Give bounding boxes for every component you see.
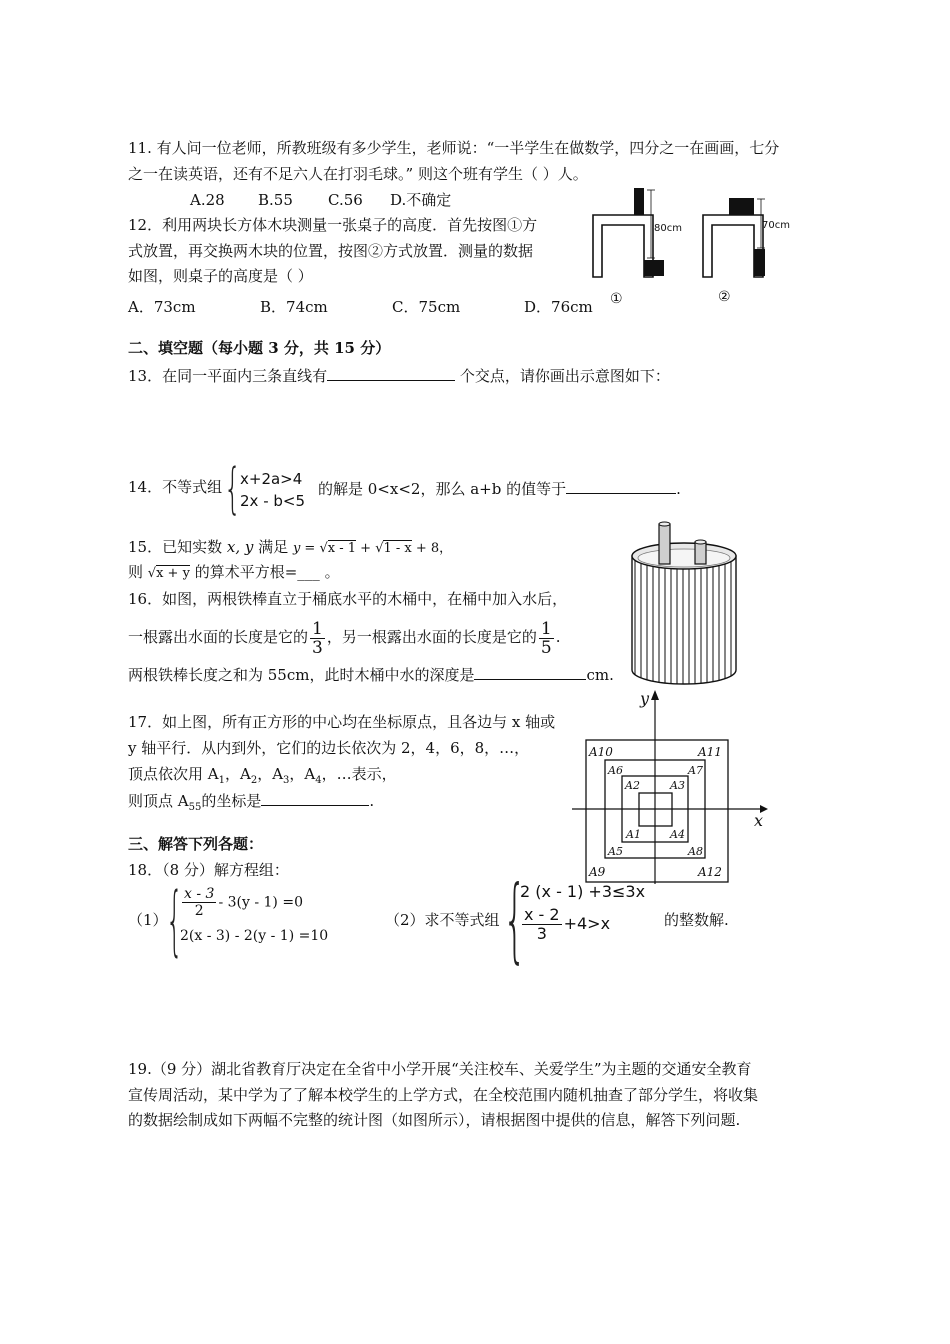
vertex-a6: A6 bbox=[608, 764, 623, 777]
q11-line1: 11. 有人问一位老师，所教班级有多少学生，老师说：“一半学生在做数学，四分之一在画画，七分 bbox=[128, 139, 780, 157]
block-top-2 bbox=[729, 198, 754, 215]
q12-option-b: B．74cm bbox=[260, 298, 328, 316]
y-axis-label: y bbox=[640, 689, 650, 708]
figure-2 bbox=[703, 198, 790, 305]
q15-mid: 满足 bbox=[258, 538, 289, 556]
q16-line2 bbox=[128, 618, 560, 657]
q11-option-d: D.不确定 bbox=[390, 191, 452, 209]
figure-1 bbox=[593, 188, 682, 307]
vertex-a4: A4 bbox=[670, 828, 685, 841]
q13-post: 个交点，请你画出示意图如下： bbox=[459, 367, 670, 385]
q19-line1: 19.（9 分）湖北省教育厅决定在全省中小学开展“关注校车、关爱学生”为主题的交通安全教育 bbox=[128, 1060, 752, 1078]
block-bottom-2 bbox=[754, 249, 765, 276]
vertex-a11: A11 bbox=[698, 745, 722, 759]
fig2-label: 70cm bbox=[762, 220, 790, 231]
q14-blank bbox=[566, 477, 676, 494]
q13-line bbox=[128, 364, 670, 386]
q16-blank bbox=[474, 663, 586, 680]
q15-sqrt1: √x - 1 bbox=[319, 541, 357, 556]
vertex-a5: A5 bbox=[608, 845, 623, 858]
q17-line1: 17．如上图，所有正方形的中心均在坐标原点，且各边与 x 轴或 bbox=[128, 713, 556, 731]
q17-line3-pre: 顶点依次用 A bbox=[128, 765, 219, 783]
q14-mid: 的解是 0<x<2，那么 a+b 的值等于 bbox=[318, 480, 567, 498]
q14-brace: { bbox=[224, 457, 242, 520]
q15-vars: x, y bbox=[226, 538, 254, 556]
q18-part2-brace: { bbox=[503, 866, 527, 973]
q15-end: 。 bbox=[324, 563, 340, 581]
water-surface bbox=[638, 549, 730, 567]
fig2-number: ② bbox=[718, 289, 731, 305]
q18-part2-eq2: $\frac{x - 2}{3}$ +4>x bbox=[524, 905, 611, 943]
q19-line3: 的数据绘制成如下两幅不完整的统计图（如图所示），请根据图中提供的信息，解答下列问题. bbox=[128, 1111, 741, 1129]
block-bottom-1 bbox=[644, 260, 664, 276]
q16-line2-end: . bbox=[555, 628, 561, 646]
q13-blank bbox=[327, 364, 455, 381]
q15-eq-tail: + 8， bbox=[415, 541, 453, 556]
barrel-figure bbox=[622, 520, 746, 690]
squares-coordinate-figure bbox=[570, 688, 770, 886]
y-axis-arrow bbox=[651, 690, 659, 700]
q16-line1: 16．如图，两根铁棒直立于桶底水平的木桶中，在桶中加入水后， bbox=[128, 590, 568, 608]
q18-part1-system bbox=[180, 886, 328, 945]
q17-line2: y 轴平行．从内到外，它们的边长依次为 2，4，6，8，…， bbox=[128, 739, 530, 757]
q15-line2-post: 的算术平方根= bbox=[194, 563, 298, 581]
section3-title: 三、解答下列各题： bbox=[128, 835, 264, 853]
q12-line1: 12．利用两块长方体木块测量一张桌子的高度．首先按图①方 bbox=[128, 216, 538, 234]
vertex-a3: A3 bbox=[670, 779, 685, 792]
q12-options bbox=[128, 297, 593, 317]
q12-option-c: C．75cm bbox=[392, 298, 461, 316]
q17-line3: 顶点依次用 $A_1$，$A_2$，$A_3$，$A_4$，…表示， bbox=[128, 765, 397, 786]
rod-1 bbox=[659, 524, 670, 564]
q11-option-c: C.56 bbox=[328, 191, 363, 209]
square-4 bbox=[586, 740, 728, 882]
q15-line2-pre: 则 bbox=[128, 563, 144, 581]
rod-2 bbox=[695, 542, 706, 564]
q18-part2-eq1: 2 (x - 1) +3≤3x bbox=[520, 882, 646, 901]
vertex-a8: A8 bbox=[688, 845, 703, 858]
q14-post: . bbox=[676, 480, 681, 498]
q18-part1-eq2: 2(x - 3) - 2(y - 1) =10 bbox=[180, 928, 329, 944]
q12-line2: 式放置，再交换两木块的位置，按图②方式放置．测量的数据 bbox=[128, 242, 534, 260]
q15-line2 bbox=[128, 562, 340, 584]
q18-part2-tail: 的整数解. bbox=[664, 911, 729, 929]
q15-pre: 15．已知实数 bbox=[128, 538, 223, 556]
q14-ineq1: x+2a>4 bbox=[240, 470, 303, 488]
q13-pre: 13．在同一平面内三条直线有 bbox=[128, 367, 328, 385]
section2-title: 二、填空题（每小题 3 分，共 15 分） bbox=[128, 339, 391, 357]
q14-ineq2: 2x - b<5 bbox=[240, 492, 306, 510]
q16-line2-mid: ，另一根露出水面的长度是它的 bbox=[326, 628, 537, 646]
q15-sqrt3: √x + y bbox=[147, 566, 190, 581]
vertex-a2: A2 bbox=[625, 779, 640, 792]
q17-line3-rest: 表示， bbox=[351, 765, 397, 783]
table-blocks-figure bbox=[588, 186, 798, 310]
q16-fraction-2: $\frac{1}{5}$ bbox=[540, 618, 552, 658]
q18-part2-system bbox=[520, 882, 645, 943]
q17-line4-mid: 的坐标是 bbox=[201, 792, 262, 810]
vertex-a9: A9 bbox=[589, 865, 606, 879]
q15-equation: y = √x - 1 + √1 - x + 8， bbox=[292, 541, 453, 556]
q12-option-a: A．73cm bbox=[128, 298, 196, 316]
q19-line2: 宣传周活动，某中学为了了解本校学生的上学方式，在全校范围内随机抽查了部分学生，将收集 bbox=[128, 1086, 759, 1104]
q11-option-a: A.28 bbox=[190, 191, 225, 209]
vertex-a1: A1 bbox=[626, 828, 641, 841]
q18-part1-label: （1） bbox=[128, 911, 168, 929]
q17-line4-sub: 55 bbox=[188, 802, 202, 813]
q15-line1 bbox=[128, 537, 452, 559]
q17-blank bbox=[261, 789, 369, 806]
vertex-a12: A12 bbox=[698, 865, 722, 879]
q11-line2: 之一在读英语，还有不足六人在打羽毛球。” 则这个班有学生（ ）人。 bbox=[128, 165, 588, 183]
q14-system bbox=[240, 468, 305, 512]
q18-part1-brace: { bbox=[166, 875, 183, 964]
q15-blank: ___ bbox=[297, 563, 320, 581]
q17-line4-end: . bbox=[369, 792, 375, 810]
q14-line bbox=[318, 477, 681, 499]
q17-line4-pre: 则顶点 A bbox=[128, 792, 189, 810]
q18-head: 18．（8 分）解方程组： bbox=[128, 861, 289, 879]
q11-option-b: B.55 bbox=[258, 191, 293, 209]
vertex-a7: A7 bbox=[688, 764, 703, 777]
q12-option-d: D．76cm bbox=[524, 298, 593, 316]
q16-line3-post: cm. bbox=[586, 666, 614, 684]
q18-part2-label: （2）求不等式组 bbox=[385, 911, 500, 929]
fig1-number: ① bbox=[610, 291, 623, 307]
q16-line3-pre: 两根铁棒长度之和为 55cm，此时木桶中水的深度是 bbox=[128, 666, 475, 684]
q12-line3: 如图，则桌子的高度是（ ） bbox=[128, 267, 313, 285]
q16-line2-pre: 一根露出水面的长度是它的 bbox=[128, 628, 309, 646]
q11-options bbox=[190, 190, 451, 210]
q14-pre: 14．不等式组 bbox=[128, 478, 223, 496]
vertex-a10: A10 bbox=[589, 745, 613, 759]
q15-eq-y: y = bbox=[292, 541, 316, 556]
q18-part1-eq1: $\frac{x - 3}{2}$ - 3(y - 1) =0 bbox=[184, 886, 303, 919]
q17-line4 bbox=[128, 789, 374, 818]
barrel-body bbox=[632, 556, 736, 684]
q16-fraction-1: $\frac{1}{3}$ bbox=[312, 618, 323, 658]
q15-sqrt2: √1 - x bbox=[375, 541, 412, 556]
x-axis-label: x bbox=[754, 811, 764, 830]
block-top-1 bbox=[634, 188, 644, 215]
q16-line3 bbox=[128, 663, 614, 685]
fig1-label: 80cm bbox=[654, 223, 682, 234]
